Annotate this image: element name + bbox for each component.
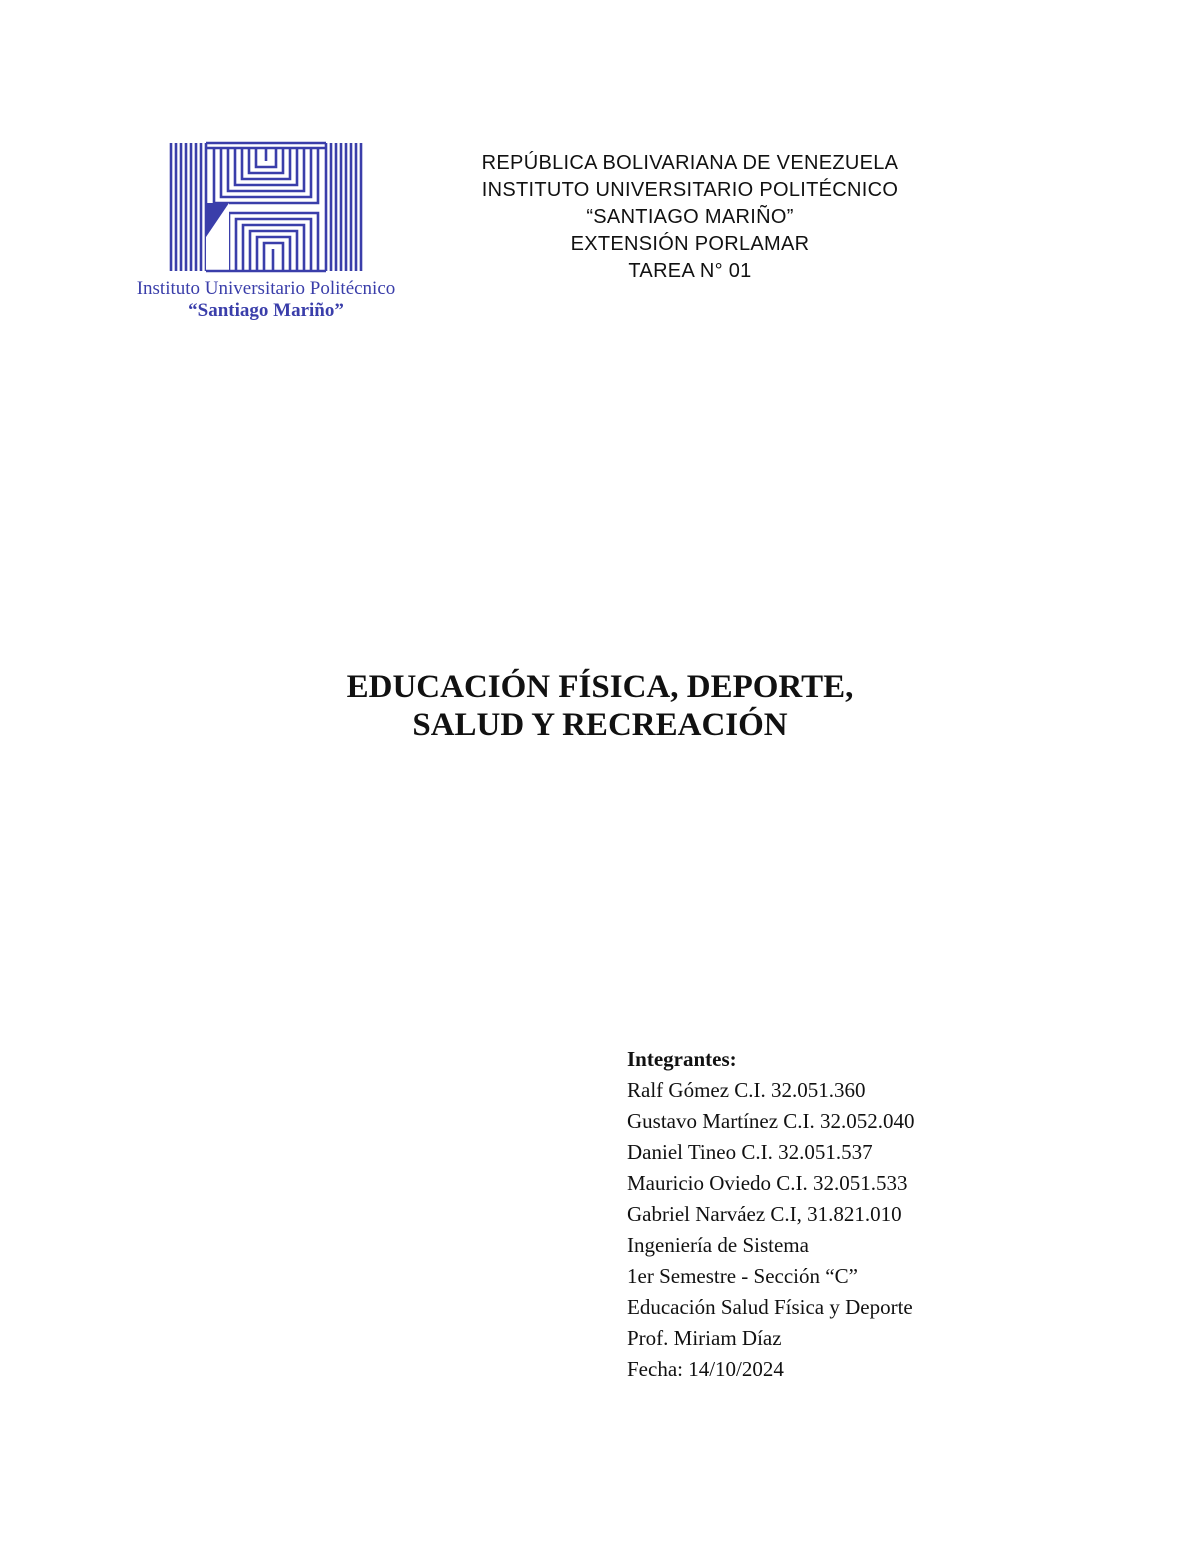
document-title bbox=[200, 668, 1000, 744]
logo-institute-subname: “Santiago Mariño” bbox=[188, 300, 344, 321]
semester-line: 1er Semestre - Sección “C” bbox=[627, 1264, 858, 1288]
course-line: Educación Salud Física y Deporte bbox=[627, 1295, 913, 1319]
members-block bbox=[627, 1044, 1147, 1385]
member-line: Mauricio Oviedo C.I. 32.051.533 bbox=[627, 1171, 908, 1195]
professor-line: Prof. Miriam Díaz bbox=[627, 1326, 782, 1350]
institute-logo bbox=[136, 138, 396, 322]
career-line: Ingeniería de Sistema bbox=[627, 1233, 809, 1257]
header-institute: INSTITUTO UNIVERSITARIO POLITÉCNICO bbox=[481, 179, 899, 201]
member-line: Ralf Gómez C.I. 32.051.360 bbox=[627, 1078, 866, 1102]
institute-emblem-icon bbox=[169, 141, 363, 273]
header-assignment: TAREA N° 01 bbox=[628, 260, 752, 282]
title-line-1: EDUCACIÓN FÍSICA, DEPORTE, bbox=[346, 669, 854, 705]
document-header bbox=[400, 150, 980, 285]
title-line-2: SALUD Y RECREACIÓN bbox=[412, 707, 788, 743]
date-line: Fecha: 14/10/2024 bbox=[627, 1357, 784, 1381]
members-heading: Integrantes: bbox=[627, 1047, 737, 1071]
header-country: REPÚBLICA BOLIVARIANA DE VENEZUELA bbox=[481, 152, 899, 174]
header-institute-name: “SANTIAGO MARIÑO” bbox=[586, 206, 794, 228]
header-extension: EXTENSIÓN PORLAMAR bbox=[570, 233, 810, 255]
member-line: Daniel Tineo C.I. 32.051.537 bbox=[627, 1140, 873, 1164]
member-line: Gustavo Martínez C.I. 32.052.040 bbox=[627, 1109, 915, 1133]
logo-institute-name: Instituto Universitario Politécnico bbox=[136, 278, 396, 299]
member-line: Gabriel Narváez C.I, 31.821.010 bbox=[627, 1202, 902, 1226]
